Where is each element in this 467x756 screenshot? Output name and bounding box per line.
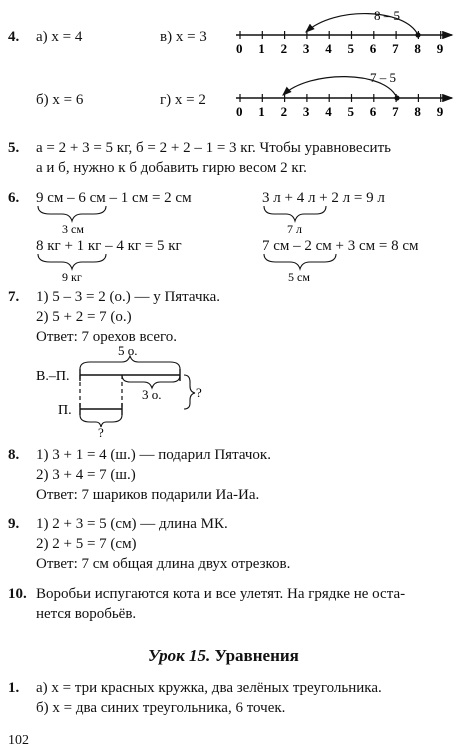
problem-7-line-2: 2) 5 + 2 = 7 (о.) (36, 309, 132, 325)
number-line-1-tick-label: 6 (369, 41, 377, 56)
number-line-2-tick-label: 6 (369, 104, 377, 119)
problem-6-expr-3: 8 кг + 1 кг – 4 кг = 5 кг (36, 238, 182, 254)
lesson-title-number: Урок 15. (148, 646, 211, 665)
problem-4-v: в) x = 3 (160, 29, 207, 45)
diagram-label-q1: ? (196, 385, 202, 400)
number-line-1-label: 8 – 5 (374, 8, 400, 23)
lesson-title (148, 646, 299, 666)
problem-9-line-3: Ответ: 7 см общая длина двух отрезков. (36, 556, 291, 572)
diagram-label-p: П. (58, 403, 72, 418)
problem-1-line-1: а) x = три красных кружка, два зелёных треугольника. (36, 680, 382, 696)
problem-9-line-1: 1) 2 + 3 = 5 (см) — длина МК. (36, 516, 228, 532)
number-line-2-tick-label: 1 (258, 104, 265, 119)
problem-10-number: 10. (8, 586, 27, 602)
problem-4-b: б) x = 6 (36, 92, 84, 108)
problem-8-line-3: Ответ: 7 шариков подарили Иа-Иа. (36, 487, 260, 503)
number-line-1-tick-label: 1 (258, 41, 265, 56)
diagram-label-5: 5 о. (118, 343, 138, 358)
diagram-brace-q1 (184, 375, 195, 409)
number-line-1-tick-label: 0 (236, 41, 243, 56)
number-line-2-tick-label: 9 (436, 104, 444, 119)
diagram-label-q2: ? (98, 425, 104, 440)
number-line-1-tick-label: 7 (392, 41, 399, 56)
problem-6-expr-4: 7 см – 2 см + 3 см = 8 см (262, 238, 419, 254)
problem-9-number: 9. (8, 516, 20, 532)
number-line-1-tick-label: 2 (280, 41, 288, 56)
number-line-2-tick-label: 5 (347, 104, 354, 119)
problem-8-line-2: 2) 3 + 4 = 7 (ш.) (36, 467, 136, 483)
number-line-1-tick-label: 9 (436, 41, 444, 56)
problem-9-line-2: 2) 2 + 5 = 7 (см) (36, 536, 137, 552)
problem-5-line-1: a = 2 + 3 = 5 кг, б = 2 + 2 – 1 = 3 кг. Чтобы уравновесить (36, 140, 391, 156)
page-number: 102 (8, 733, 29, 748)
problem-7-line-1: 1) 5 – 3 = 2 (о.) — у Пятачка. (36, 289, 220, 305)
problem-4-number: 4. (8, 29, 20, 45)
brace-4-label: 5 см (288, 270, 310, 284)
number-line-2-tick-label: 7 (392, 104, 399, 119)
problem-1-number: 1. (8, 680, 20, 696)
number-line-2-tick-label: 3 (302, 104, 310, 119)
number-line-2-tick-label: 2 (280, 104, 288, 119)
problem-6-number: 6. (8, 190, 20, 206)
brace-3-label: 9 кг (62, 270, 82, 284)
problem-4-g: г) x = 2 (160, 92, 206, 108)
brace-1-label: 3 см (62, 222, 84, 236)
problem-10-line-1: Воробьи испугаются кота и все улетят. На грядке не оста- (36, 586, 406, 602)
number-line-2-tick-label: 4 (325, 104, 332, 119)
problem-7-number: 7. (8, 289, 20, 305)
diagram-label-3: 3 о. (142, 387, 162, 402)
problem-6-expr-1: 9 см – 6 см – 1 см = 2 см (36, 190, 192, 206)
problem-8-number: 8. (8, 447, 20, 463)
number-line-2-tick-label: 0 (236, 104, 243, 119)
problem-7-line-3: Ответ: 7 орехов всего. (36, 329, 178, 345)
problem-8-line-1: 1) 3 + 1 = 4 (ш.) — подарил Пятачок. (36, 447, 271, 463)
problem-4-a: а) x = 4 (36, 29, 83, 45)
number-line-2-tick-label: 8 (414, 104, 421, 119)
problem-1-line-2: б) x = два синих треугольника, 6 точек. (36, 700, 286, 716)
lesson-title-name: Уравнения (214, 646, 299, 665)
problem-6-expr-2: 3 л + 4 л + 2 л = 9 л (262, 190, 385, 206)
number-line-1-tick-label: 4 (325, 41, 332, 56)
number-line-2-label: 7 – 5 (370, 70, 396, 85)
number-line-1-tick-label: 8 (414, 41, 421, 56)
diagram-label-vp: В.–П. (36, 369, 70, 384)
number-line-1-tick-label: 3 (302, 41, 310, 56)
problem-5-line-2: a и б, нужно к б добавить гирю весом 2 кг. (36, 160, 307, 176)
problem-5-number: 5. (8, 140, 20, 156)
brace-2-label: 7 л (287, 222, 302, 236)
number-line-1-tick-label: 5 (347, 41, 354, 56)
problem-10-line-2: нется воробьёв. (36, 606, 137, 622)
